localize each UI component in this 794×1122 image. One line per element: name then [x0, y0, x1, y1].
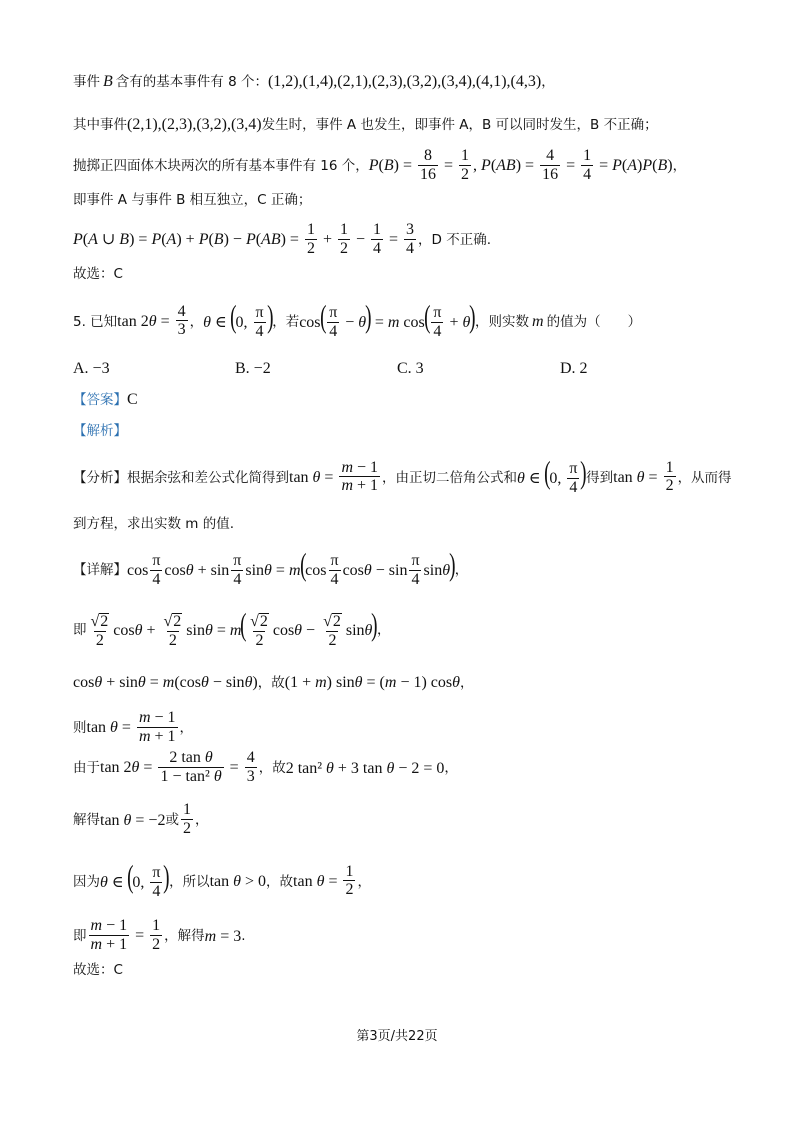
text: 事件 [73, 73, 100, 90]
text: ，由正切二倍角公式和 [382, 469, 518, 486]
text: ，从而得 [677, 469, 732, 486]
text: ，若 [272, 313, 300, 330]
detail-line-7: 因为 θ ∈ (0, $\frac{\pi}{4}$ ) ，所以 tan θ > 0 ，故 tan θ = $\frac{1}{2}$ ， [73, 858, 371, 901]
line-event-b: 事件 B 含有的基本事件有 8 个： (1,2),(1,4),(2,1),(2,3),(3,2),(3,4),(4,1),(4,3) ， [73, 73, 555, 90]
text: ，解得 [164, 928, 205, 944]
option-c: C. 3 [397, 360, 424, 377]
detail-line-4: 则 tan θ = $\frac{m - 1}{m + 1}$ ， [73, 709, 194, 745]
fenxi-tag: 【分析】 [73, 469, 127, 486]
answer-value: C [127, 391, 138, 408]
text: 故选：C [73, 266, 123, 282]
detail-tag: 【详解】 [73, 561, 127, 578]
text: 到方程，求出实数 m 的值. [73, 516, 235, 532]
text: ， [460, 674, 474, 691]
option-d: D. 2 [560, 360, 588, 377]
text: 抛掷正四面体木块两次的所有基本事件有 16 个， [73, 158, 369, 174]
fenxi-line-1: 【分析】 根据余弦和差公式化简得到 tan θ = $\frac{m - 1}{m + 1}$ ，由正切二倍角公式和 θ ∈ (0, $\frac{\pi}{4}$ ) 得到 tan θ = $\frac{1}{2}$ ，从而得 [73, 454, 732, 497]
text: ， [454, 561, 469, 578]
analysis-tag: 【解析】 [73, 423, 127, 439]
text: ， [357, 873, 371, 890]
text: 根据余弦和差公式化简得到 [127, 469, 289, 486]
fenxi-line-2 [73, 516, 234, 532]
text: 故选：C [73, 962, 123, 978]
text: ， [179, 720, 194, 736]
text: . [241, 928, 246, 944]
text: 即 [73, 621, 87, 638]
text: ，故 [266, 873, 294, 890]
line-choose [73, 266, 123, 282]
answer-line [73, 390, 138, 409]
detail-line-3: cosθ + sinθ = m(cosθ − sinθ) ，故 (1 + m) sinθ = (m − 1) cosθ ， [73, 674, 474, 691]
detail-line-1: 【详解】 cos $\frac{\pi}{4}$ cosθ + sin $\frac{\pi}{4}$ sinθ = m(cos $\frac{\pi}{4}$ cosθ − sin $\frac{\pi}{4}$ sinθ) ， [73, 546, 469, 589]
text: ， [194, 812, 209, 828]
text: ，则实数 [475, 313, 530, 330]
text: 含有的基本事件有 8 个： [115, 73, 268, 90]
text: 其中事件 [73, 116, 127, 133]
text: ，D 不正确. [418, 232, 492, 248]
detail-line-2: 即 √ 2 2 cosθ + √ 2 2 sinθ = m( √ 2 2 cosθ − √ 2 2 sinθ) ， [73, 606, 391, 649]
detail-line-6: 解得 tan θ = −2 或 $\frac{1}{2}$ ， [73, 801, 209, 837]
text: 则 [73, 720, 87, 736]
text: ， [444, 760, 458, 776]
text: 发生时，事件 A 也发生，即事件 A，B 可以同时发生，B 不正确； [261, 116, 658, 133]
line-union: P(A ∪ B) = P(A) + P(B) − P(AB) = $\frac{1}{2}$ + $\frac{1}{2}$ − $\frac{1}{4}$ = $\frac{3}{4}$ ，D 不正确. [73, 221, 492, 257]
text: ， [189, 313, 204, 330]
text: ，故 [258, 760, 286, 776]
line-independent [73, 192, 311, 208]
page-footer: 第3页/共22页 [356, 1029, 438, 1044]
pairs: (2,1),(2,3),(3,2),(3,4) [127, 116, 262, 133]
text: 的值为（ ） [546, 313, 642, 330]
text: ， [377, 621, 391, 638]
text: 即 [73, 928, 87, 944]
text: ，所以 [169, 873, 210, 890]
text: 解得 [73, 812, 100, 828]
line-probability: 抛掷正四面体木块两次的所有基本事件有 16 个， P(B) = $\frac{8}{16}$ = $\frac{1}{2}$ , P(AB) = $\frac{4}{16}$ = $\frac{1}{4}$ = P(A)P(B) ， [73, 147, 687, 183]
option-b: B. −2 [235, 360, 271, 377]
final-answer [73, 962, 123, 978]
text: ， [541, 73, 555, 90]
question-number: 5. 已知 [73, 313, 118, 330]
text: 或 [165, 812, 179, 828]
option-a: A. −3 [73, 360, 110, 377]
text: ， [672, 158, 687, 174]
text: 由于 [73, 760, 100, 776]
text: 即事件 A 与事件 B 相互独立，C 正确； [73, 192, 312, 208]
detail-line-8: 即 $\frac{m - 1}{m + 1}$ = $\frac{1}{2}$ ，解得 m = 3 . [73, 917, 246, 953]
detail-line-5: 由于 tan 2θ = $\frac{\text{2 tan θ}}{\text{1 − tan² θ}}$ = $\frac{4}{3}$ ，故 2 tan² θ + 3 tan θ − 2 = 0 ， [73, 749, 458, 785]
question-5: 5. 已知 tan 2θ = $\frac{4}{3}$ ， θ ∈ (0, $\frac{\pi}{4}$ ) ，若 cos( $\frac{\pi}{4}$ − θ) = m cos( $\frac{\pi}{4}$ + θ) ，则实数 m 的值为（ ） [73, 298, 642, 341]
text: ，故 [257, 674, 285, 691]
line-event-ab [73, 115, 658, 134]
pairs: (1,2),(1,4),(2,1),(2,3),(3,2),(3,4),(4,1),(4,3) [267, 73, 542, 90]
text: 因为 [73, 873, 100, 890]
text: 得到 [586, 469, 614, 486]
analysis-line [73, 423, 127, 439]
answer-tag: 【答案】 [73, 391, 127, 408]
